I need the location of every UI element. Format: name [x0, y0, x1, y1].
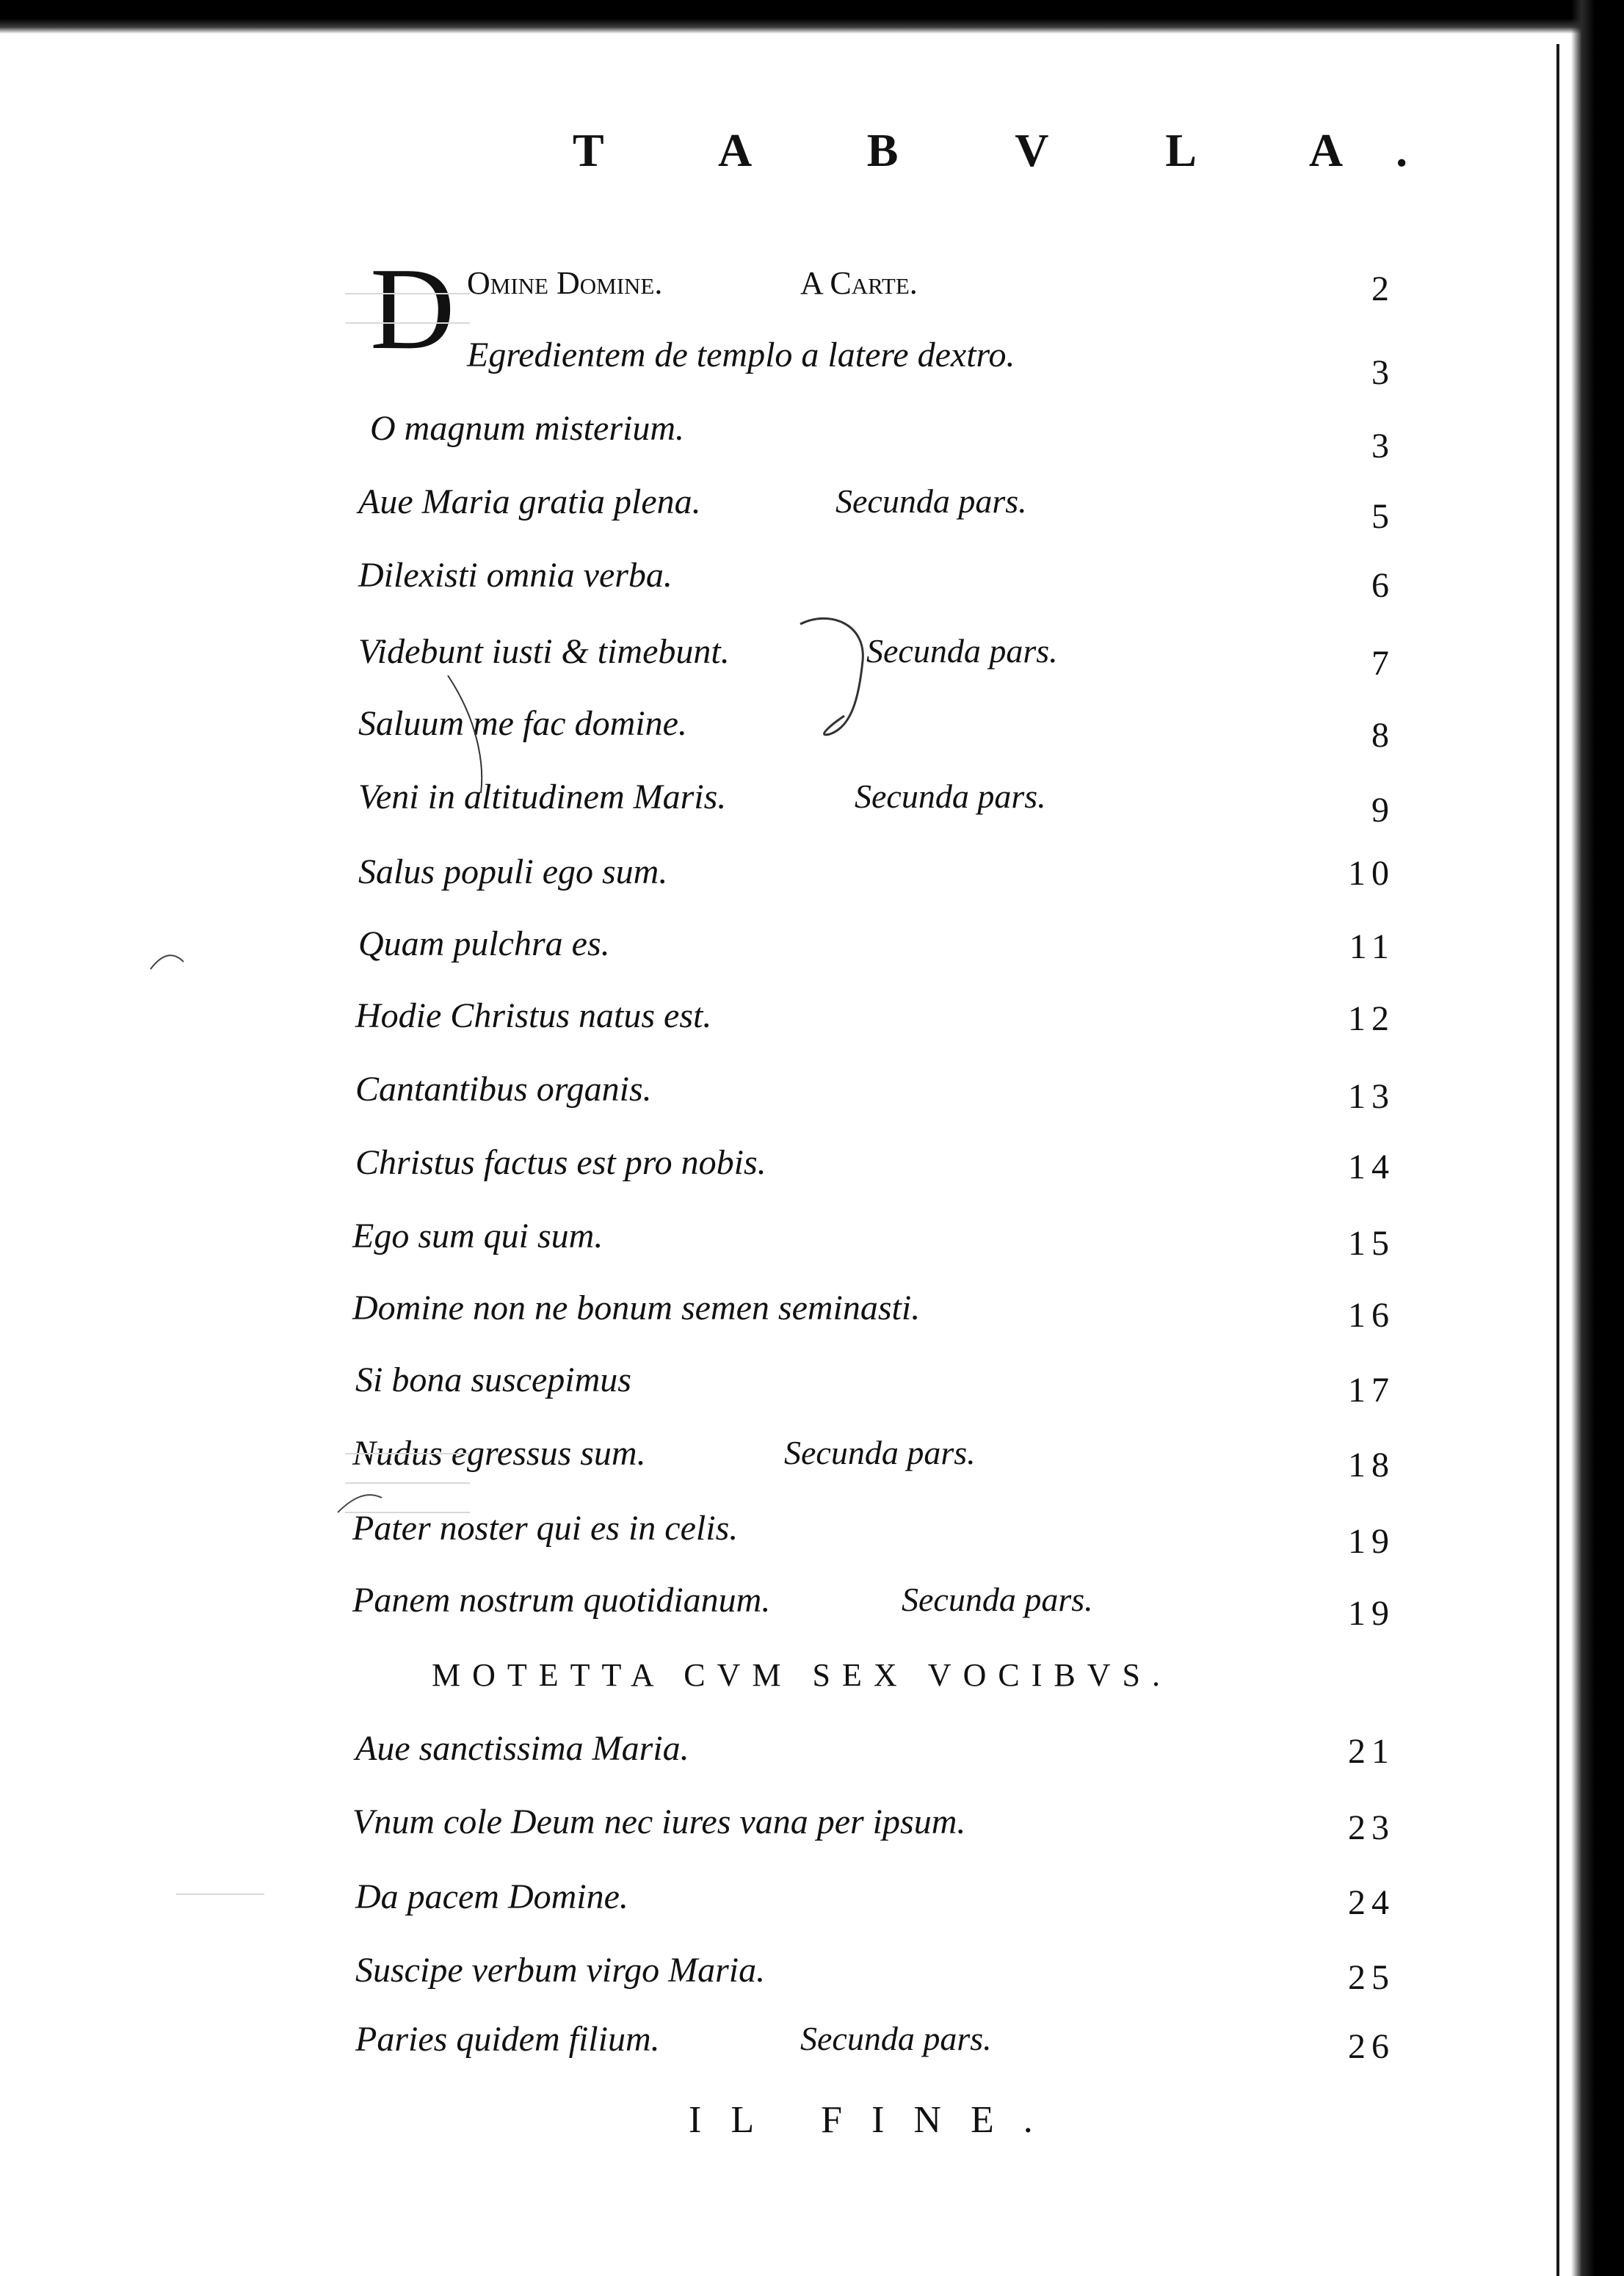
entry-title: Omine Domine.	[467, 265, 663, 301]
entry-page-number: 19	[1348, 1522, 1395, 1561]
entry-title: Christus factus est pro nobis.	[355, 1143, 766, 1182]
entry-title: Hodie Christus natus est.	[355, 996, 712, 1035]
page-title: T A B V L A.	[573, 124, 1461, 176]
entry-title: Saluum me fac domine.	[358, 704, 687, 743]
entry-title: Vnum cole Deum nec iures vana per ipsum.	[352, 1802, 966, 1841]
entry-page-number: 9	[1371, 791, 1395, 830]
entry-page-number: 7	[1371, 644, 1395, 683]
entry-page-number: 12	[1348, 999, 1395, 1038]
entry-title: Da pacem Domine.	[355, 1877, 628, 1916]
entry-page-number: 15	[1348, 1224, 1395, 1263]
entry-page-number: 19	[1348, 1594, 1395, 1633]
entry-title: Suscipe verbum virgo Maria.	[355, 1951, 766, 1990]
entry-title: Salus populi ego sum.	[358, 852, 668, 891]
end-mark: IL FINE.	[689, 2099, 1062, 2141]
entry-page-number: 25	[1348, 1958, 1395, 1997]
entry-page-number: 24	[1348, 1883, 1395, 1922]
entry-title: Domine non ne bonum semen seminasti.	[352, 1289, 921, 1327]
entry-part: A Carte.	[800, 265, 918, 301]
entry-page-number: 26	[1348, 2027, 1395, 2066]
entry-part: Secunda pars.	[866, 632, 1058, 670]
drop-cap: D	[370, 243, 455, 374]
entry-page-number: 2	[1371, 269, 1395, 308]
entry-page-number: 11	[1349, 927, 1395, 966]
entry-title: O magnum misterium.	[370, 409, 684, 448]
entry-title: Ego sum qui sum.	[352, 1217, 603, 1255]
entry-page-number: 5	[1371, 497, 1395, 536]
entry-title: Aue sanctissima Maria.	[355, 1729, 689, 1768]
entry-title: Nudus egressus sum.	[352, 1434, 646, 1473]
entry-title: Cantantibus organis.	[355, 1070, 652, 1109]
entry-title: Veni in altitudinem Maris.	[358, 778, 727, 816]
entry-title: Quam pulchra es.	[358, 924, 610, 963]
entry-page-number: 18	[1348, 1446, 1395, 1485]
entry-title: Pater noster qui es in celis.	[352, 1509, 739, 1548]
entry-title: Panem nostrum quotidianum.	[352, 1581, 771, 1620]
section-heading: MOTETTA CVM SEX VOCIBVS.	[432, 1657, 1172, 1693]
entry-page-number: 6	[1371, 566, 1395, 605]
entry-page-number: 16	[1348, 1296, 1395, 1335]
entry-page-number: 3	[1371, 427, 1395, 465]
entry-part: Secunda pars.	[784, 1434, 976, 1471]
entry-page-number: 8	[1371, 716, 1395, 755]
entry-title: Egredientem de templo a latere dextro.	[467, 336, 1015, 374]
entry-title: Paries quidem filium.	[355, 2020, 660, 2059]
entry-page-number: 23	[1348, 1808, 1395, 1847]
entry-page-number: 17	[1348, 1371, 1395, 1410]
entry-part: Secunda pars.	[835, 482, 1027, 520]
entry-page-number: 21	[1348, 1732, 1395, 1771]
entry-part: Secunda pars.	[855, 778, 1046, 815]
entry-page-number: 3	[1371, 353, 1395, 392]
entry-page-number: 10	[1348, 854, 1395, 893]
entry-page-number: 13	[1348, 1077, 1395, 1116]
entry-title: Si bona suscepimus	[355, 1360, 631, 1399]
entry-title: Dilexisti omnia verba.	[358, 556, 673, 595]
entry-page-number: 14	[1348, 1148, 1395, 1186]
entry-title: Videbunt iusti & timebunt.	[358, 632, 730, 671]
entry-title: Aue Maria gratia plena.	[358, 482, 701, 521]
entry-part: Secunda pars.	[800, 2020, 992, 2057]
entry-part: Secunda pars.	[902, 1581, 1093, 1618]
